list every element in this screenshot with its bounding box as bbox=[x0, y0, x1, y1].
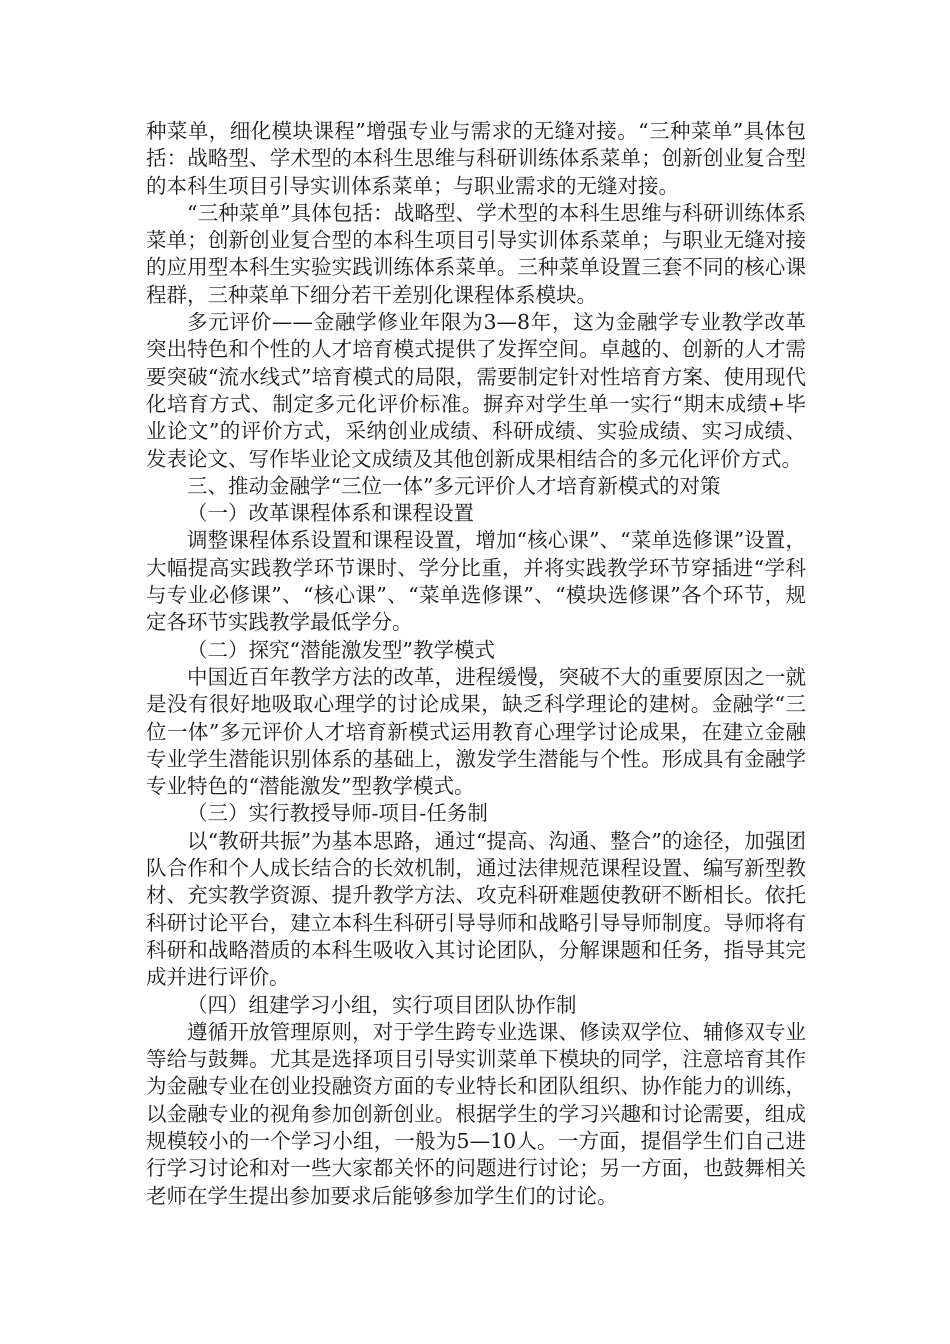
section-heading-3: 三、推动金融学“三位一体”多元评价人才培育新模式的对策 bbox=[187, 473, 721, 498]
paragraph-6: 以“教研共振”为基本思路，通过“提高、沟通、整合”的途径，加强团队合作和个人成长结合的长效机制，通过法律规范课程设置、编写新型教材、充实教学资源、提升教学方法、攻克科研难题使教研不断相长。依托科研讨论平台，建立本科生科研引导导师和战略引导导师制度。导师将有科研和战略潜质的本科生吸收入其讨论团队，分解课题和任务，指导其完成并进行评价。 bbox=[146, 828, 806, 990]
subheading-3: （三）实行教授导师-项目-任务制 bbox=[187, 801, 488, 826]
paragraph-5: 中国近百年教学方法的改革，进程缓慢，突破不大的重要原因之一就是没有很好地吸取心理学的讨论成果，缺乏科学理论的建树。金融学“三位一体”多元评价人才培育新模式运用教育心理学讨论成果，在建立金融专业学生潜能识别体系的基础上，激发学生潜能与个性。形成具有金融学专业特色的“潜能激发”型教学模式。 bbox=[146, 664, 806, 799]
subheading-4: （四）组建学习小组，实行项目团队协作制 bbox=[187, 992, 577, 1017]
paragraph-2: “三种菜单”具体包括：战略型、学术型的本科生思维与科研训练体系菜单；创新创业复合型的本科生项目引导实训体系菜单；与职业无缝对接的应用型本科生实验实践训练体系菜单。三种菜单设置三套不同的核心课程群，三种菜单下细分若干差别化课程体系模块。 bbox=[146, 200, 806, 307]
paragraph-3: 多元评价——金融学修业年限为3—8年，这为金融学专业教学改革突出特色和个性的人才培育模式提供了发挥空间。卓越的、创新的人才需要突破“流水线式”培育模式的局限，需要制定针对性培育方案、使用现代化培育方式、制定多元化评价标准。摒弃对学生单一实行“期末成绩+毕业论文”的评价方式，采纳创业成绩、科研成绩、实验成绩、实习成绩、发表论文、写作毕业论文成绩及其他创新成果相结合的多元化评价方式。 bbox=[146, 310, 806, 471]
document-body bbox=[146, 118, 806, 1210]
subheading-1: （一）改革课程体系和课程设置 bbox=[187, 501, 474, 526]
paragraph-4: 调整课程体系设置和课程设置，增加“核心课”、“菜单选修课”设置，大幅提高实践教学环节课时、学分比重，并将实践教学环节穿插进“学科与专业必修课”、“核心课”、“菜单选修课”、“模块选修课”各个环节，规定各环节实践教学最低学分。 bbox=[146, 528, 806, 635]
subheading-2: （二）探究“潜能激发型”教学模式 bbox=[187, 637, 495, 662]
paragraph-1: 种菜单，细化模块课程”增强专业与需求的无缝对接。“三种菜单”具体包括：战略型、学术型的本科生思维与科研训练体系菜单；创新创业复合型的本科生项目引导实训体系菜单；与职业需求的无缝对接。 bbox=[146, 119, 806, 198]
paragraph-7: 遵循开放管理原则，对于学生跨专业选课、修读双学位、辅修双专业等给与鼓舞。尤其是选择项目引导实训菜单下模块的同学，注意培育其作为金融专业在创业投融资方面的专业特长和团队组织、协作能力的训练，以金融专业的视角参加创新创业。根据学生的学习兴趣和讨论需要，组成规模较小的一个学习小组，一般为5—10人。一方面，提倡学生们自己进行学习讨论和对一些大家都关怀的问题进行讨论；另一方面，也鼓舞相关老师在学生提出参加要求后能够参加学生们的讨论。 bbox=[146, 1019, 806, 1208]
